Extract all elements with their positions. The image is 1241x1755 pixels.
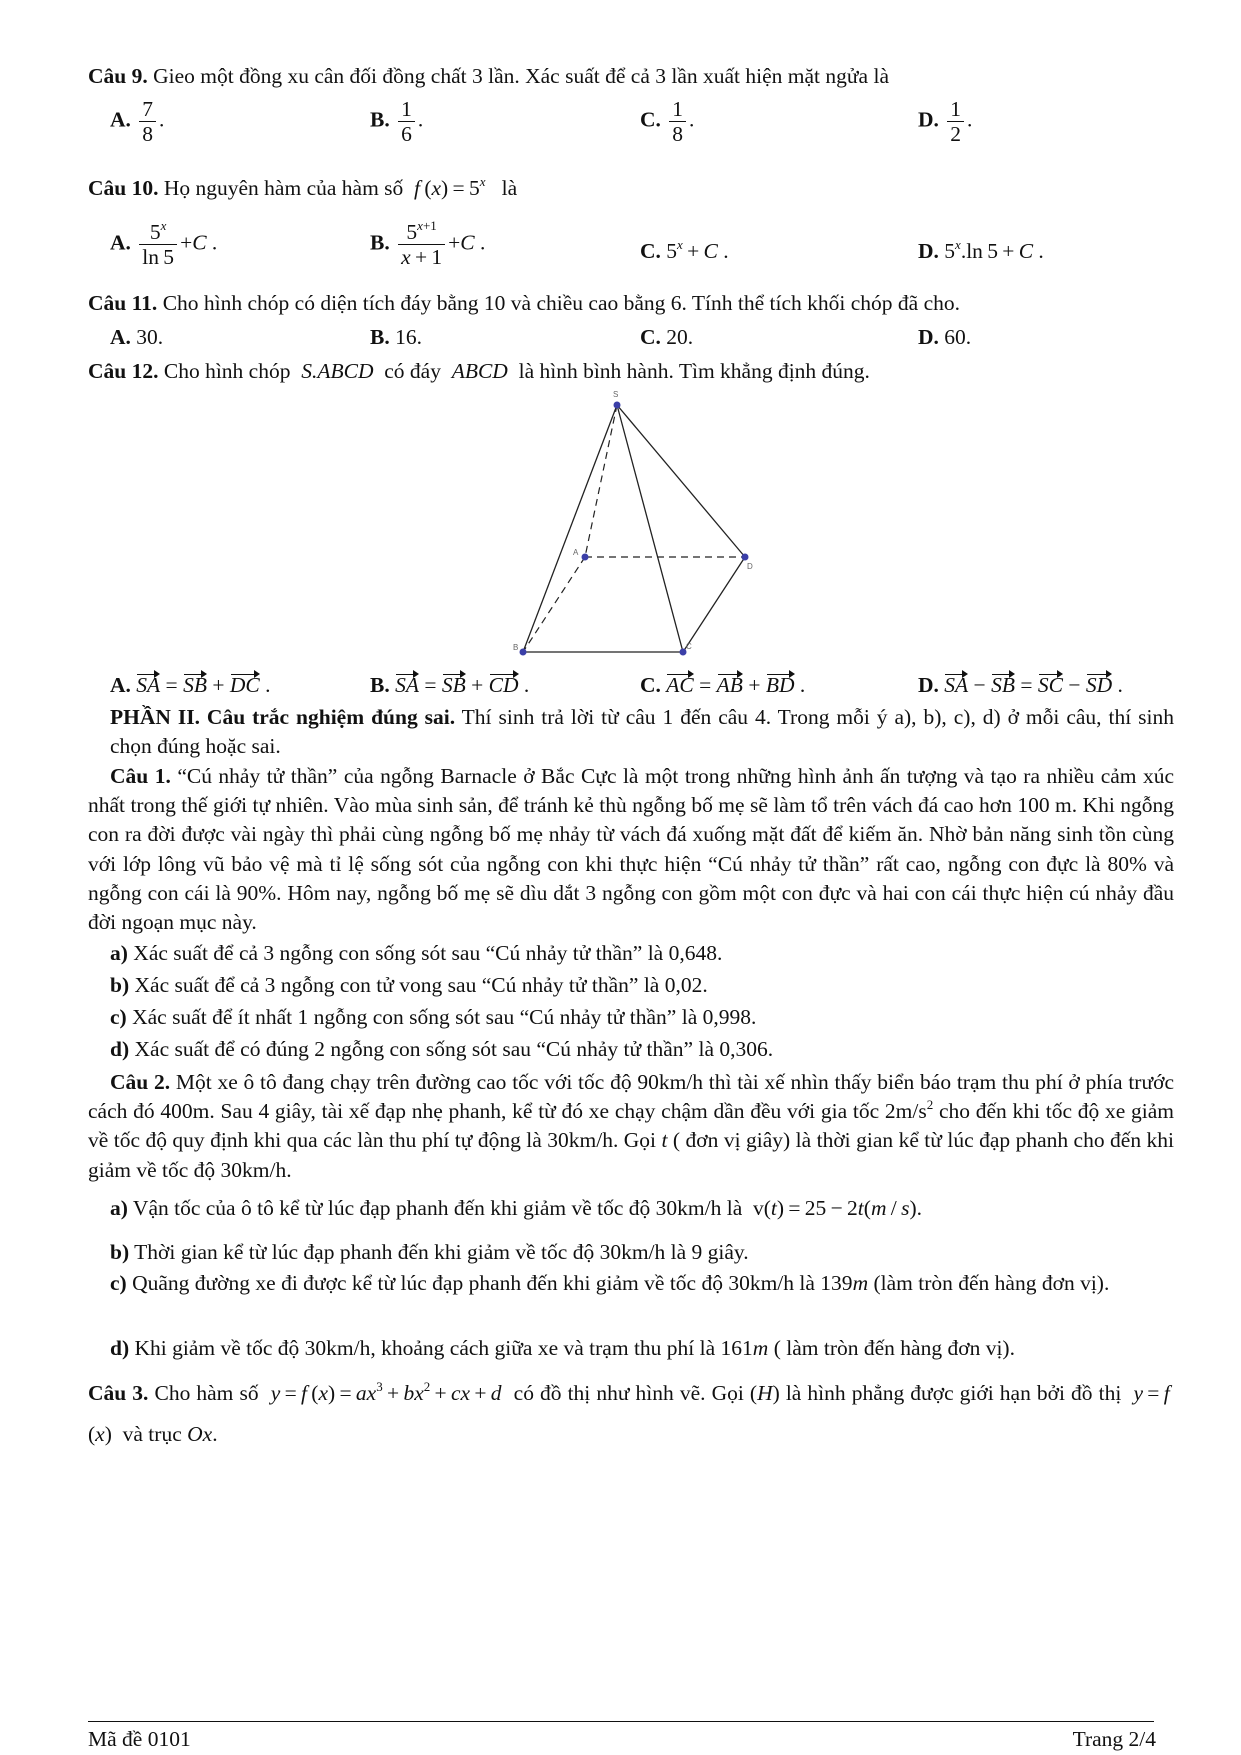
fraction: $\frac{5^x}{\ln 5}$ bbox=[139, 220, 177, 269]
p2q2-item-d[interactable]: d) Khi giảm về tốc độ 30km/h, khoảng cách giữa xe và trạm thu phí là 161m ( làm tròn đến hàng đơn vị). bbox=[110, 1336, 1015, 1360]
question-label: Câu 9. bbox=[88, 64, 148, 88]
question-10: Câu 10. Họ nguyên hàm của hàm số f $(x) = 5^x$ là bbox=[88, 174, 518, 200]
p2-question-3: Câu 3. Cho hàm số y = f $(x) = ax^3 + bx^2$ + cx + d có đồ thị như hình vẽ. Gọi (H) là hình phẳng được giới hạn bởi đồ thị y = f (x) và trục Ox. bbox=[88, 1379, 1175, 1446]
q9-option-b[interactable]: B. $\frac{1}{6}$ . bbox=[370, 97, 424, 146]
part-2-heading: PHẦN II. Câu trắc nghiệm đúng sai. bbox=[110, 705, 456, 729]
q10-option-b[interactable]: B. $\frac{5^{x+1}}{x + 1}$ +C . bbox=[370, 218, 486, 269]
part-2-intro: PHẦN II. Câu trắc nghiệm đúng sai. Thí sinh trả lời từ câu 1 đến câu 4. Trong mỗi ý a), b), c), d) ở mỗi câu, thí sinh chọn đúng hoặc sai. bbox=[110, 705, 1174, 759]
vertex-b bbox=[520, 649, 527, 656]
q12-option-a[interactable]: A. SA = SB + DC . bbox=[110, 673, 271, 697]
label-c: C bbox=[686, 642, 692, 651]
q12-option-c[interactable]: C. AC = AB + BD . bbox=[640, 673, 806, 697]
q10-option-c[interactable]: C. $5^x + C$ . bbox=[640, 237, 729, 263]
q11-option-a[interactable]: A. 30. bbox=[110, 325, 164, 349]
q9-option-c[interactable]: C. $\frac{1}{8}$ . bbox=[640, 97, 695, 146]
p2q1-item-b[interactable]: b) Xác suất để cả 3 ngỗng con tử vong sau “Cú nhảy tử thần” là 0,02. bbox=[110, 973, 708, 997]
fraction: $\frac{1}{6}$ bbox=[398, 97, 415, 146]
p2q1-item-a[interactable]: a) Xác suất để cả 3 ngỗng con sống sót sau “Cú nhảy tử thần” là 0,648. bbox=[110, 941, 723, 965]
q9-option-a[interactable]: A. $\frac{7}{8}$ . bbox=[110, 97, 165, 146]
vertex-a bbox=[582, 554, 589, 561]
fraction: $\frac{7}{8}$ bbox=[139, 97, 156, 146]
q12-option-b[interactable]: B. SA = SB + CD . bbox=[370, 673, 530, 697]
edge-sa bbox=[585, 405, 617, 557]
fraction: $\frac{5^{x+1}}{x + 1}$ bbox=[398, 220, 445, 269]
p2q1-item-d[interactable]: d) Xác suất để có đúng 2 ngỗng con sống sót sau “Cú nhảy tử thần” là 0,306. bbox=[110, 1037, 774, 1061]
label-a: A bbox=[573, 548, 579, 557]
q11-option-c[interactable]: C. 20. bbox=[640, 325, 694, 349]
question-text: Gieo một đồng xu cân đối đồng chất 3 lần. Xác suất để cả 3 lần xuất hiện mặt ngửa là bbox=[153, 64, 889, 88]
q11-option-b[interactable]: B. 16. bbox=[370, 325, 422, 349]
vertex-d bbox=[742, 554, 749, 561]
fraction: $\frac{1}{8}$ bbox=[669, 97, 686, 146]
edge-sb bbox=[523, 405, 617, 652]
p2q1-item-c[interactable]: c) Xác suất để ít nhất 1 ngỗng con sống sót sau “Cú nhảy tử thần” là 0,998. bbox=[110, 1005, 757, 1029]
label-b: B bbox=[513, 643, 519, 652]
p2q2-item-c[interactable]: c) Quãng đường xe đi được kể từ lúc đạp phanh đến khi giảm về tốc độ 30km/h là 139m (làm tròn đến hàng đơn vị). bbox=[110, 1271, 1110, 1295]
q9-option-d[interactable]: D. $\frac{1}{2}$ . bbox=[918, 97, 973, 146]
vertex-s bbox=[614, 402, 621, 409]
fraction: $\frac{1}{2}$ bbox=[947, 97, 964, 146]
edge-sc bbox=[617, 405, 683, 652]
label-s: S bbox=[613, 390, 619, 399]
p2-question-1: Câu 1. “Cú nhảy tử thần” của ngỗng Barnacle ở Bắc Cực là một trong những hình ảnh ấn tượng và tạo ra nhiều cảm xúc nhất trong thế giới tự nhiên. Vào mùa sinh sản, để tránh kẻ thù ngỗng bố mẹ sẽ làm tổ trên vách đá cao hơn 100 m. Khi ngỗng con ra đời được vài ngày thì phải cùng ngỗng bố mẹ nhảy từ vách đá xuống mặt đất để kiếm ăn. Nhờ bản năng sinh tồn cùng với lớp lông vũ bảo vệ mà tỉ lệ sống sót của ngỗng con khi thực hiện “Cú nhảy tử thần” rất cao, ngỗng con đực là 80% và ngỗng con cái là 90%. Hôm nay, ngỗng bố mẹ sẽ dìu dắt 3 ngỗng con gồm một con đực và hai con cái thực hiện cú nhảy đầu đời ngoạn mục này. bbox=[88, 764, 1175, 935]
q10-option-a[interactable]: A. $\frac{5^x}{\ln 5}$ +C . bbox=[110, 218, 218, 269]
pyramid-figure bbox=[500, 385, 770, 665]
p2-question-2: Câu 2. Một xe ô tô đang chạy trên đường cao tốc với tốc độ 90km/h thì tài xế nhìn thấy biển báo trạm thu phí ở phía trước cách đó 400m. Sau 4 giây, tài xế đạp nhẹ phanh, kể từ đó xe chạy chậm dần đều với gia tốc $2m/s^2$ cho đến khi tốc độ xe giảm về tốc độ quy định khi qua các làn thu phí tự động là 30km/h. Gọi t ( đơn vị giây) là thời gian kể từ lúc đạp phanh cho đến khi giảm về tốc độ 30km/h. bbox=[88, 1070, 1175, 1182]
question-9 bbox=[88, 63, 889, 89]
edge-cd bbox=[683, 557, 745, 652]
q12-option-d[interactable]: D. SA − SB = SC − SD . bbox=[918, 673, 1123, 697]
exam-code: Mã đề 0101 bbox=[88, 1727, 191, 1751]
q10-option-d[interactable]: D. 5$^x$.ln 5 + C . bbox=[918, 237, 1044, 263]
q11-option-d[interactable]: D. 60. bbox=[918, 325, 972, 349]
edge-sd bbox=[617, 405, 745, 557]
question-11: Câu 11. Cho hình chóp có diện tích đáy bằng 10 và chiều cao bằng 6. Tính thể tích khối chóp đã cho. bbox=[88, 291, 960, 315]
p2q2-item-a[interactable]: a) Vận tốc của ô tô kể từ lúc đạp phanh đến khi giảm về tốc độ 30km/h là v(t) = 25 − 2t(m / s). bbox=[110, 1196, 922, 1220]
page-number: Trang 2/4 bbox=[1072, 1727, 1156, 1751]
label-d: D bbox=[747, 562, 753, 571]
footer-divider bbox=[88, 1721, 1154, 1722]
question-12: Câu 12. Cho hình chóp S.ABCD có đáy ABCD là hình bình hành. Tìm khẳng định đúng. bbox=[88, 359, 870, 383]
p2q2-item-b[interactable]: b) Thời gian kể từ lúc đạp phanh đến khi giảm về tốc độ 30km/h là 9 giây. bbox=[110, 1240, 749, 1264]
